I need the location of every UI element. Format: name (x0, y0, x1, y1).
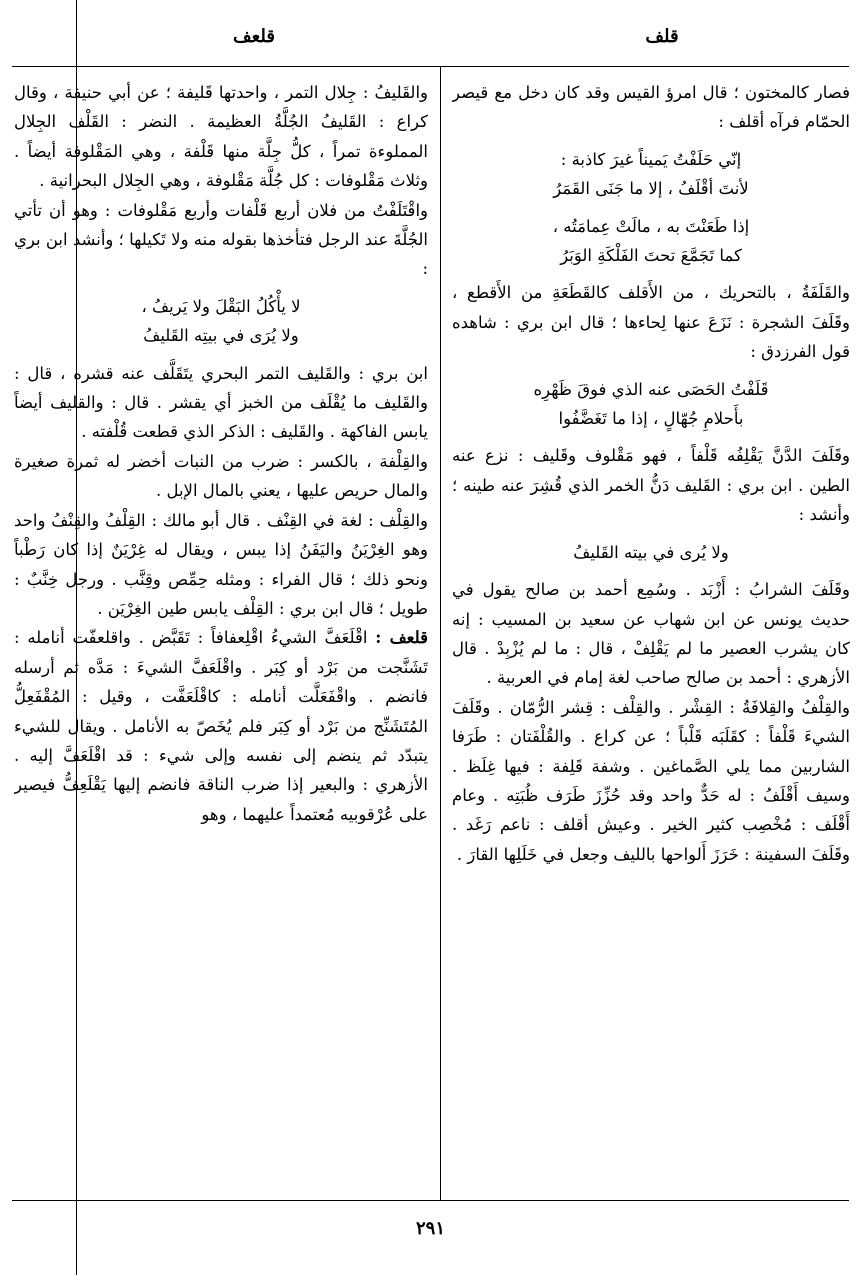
verse-line: ولا يُرَى في بيتِه القَليفُ (143, 326, 299, 346)
bottom-rule (12, 1200, 849, 1201)
entry-text: اقْلَعَفَّ الشيءُ اقْلِعفافاً : تَقَبَّض . واقلعفّت أنامله : تَشَنَّجت من بَرْد أو كِبَر . واقْلَعَفَّ الشيءَ : مَدَّه ثم أرسله فانضم . واقْفَعَلَّت أنامله : كاقْلَعَفَّت ، وقيل : المُقْفَعِلُّ المُتَشَنِّج من بَرْد أو كِبَر فلم يُخَصّ به الأنامل . ويقال للشيء يتبدّد ثم ينضم إلى نفسه وإلى شيء : قد اقْلَعَفَّ إليه . الأزهري : والبعير إذا ضرب الناقة فانضم إليها يَقْلَعِفُّ فيصير على عُرْقوبيه مُعتمداً عليهما ، وهو (14, 628, 428, 824)
verse-line: ولا يُرى في بيته القَليفُ (573, 542, 729, 562)
header-title-right: قلف (645, 26, 679, 47)
verse-ibn-barri (14, 292, 428, 351)
entry-headword: قلعف : (375, 628, 428, 648)
left-paragraph-4: والقِلْفة ، بالكسر : ضرب من النبات أخضر له ثمرة صغيرة والمال حريص عليها ، يعني بالمال الإبل . (14, 451, 428, 501)
verse-line: إنّي حَلَفْتُ يَميناً غيرَ كاذبة : (560, 149, 742, 169)
right-paragraph-1: فصار كالمختون ؛ قال امرؤ القيس وقد كان دخل مع قيصر الحمّام فرآه أقلف : (452, 83, 850, 132)
column-divider (440, 66, 441, 1200)
header-title-left: قلعف (233, 26, 275, 47)
verse-farazdaq (452, 375, 850, 434)
verse-line: لا يأْكُلُ البَقْلَ ولا يَريفُ ، (141, 296, 301, 316)
verse-line: لأنتَ أقْلَفُ ، إلا ما جَنَى القَمَرُ (553, 179, 749, 199)
right-paragraph-3: وقَلَفَ الدَّنَّ يَقْلِفُه قَلْفاً ، فهو مَقْلوف وقَليف : نزع عنه الطين . ابن بري : القَليف دَنُّ الخمر الذي قُشِرَ عنه طينه ؛ وأنشد : (452, 446, 850, 525)
left-paragraph-2: واقْتَلَفْتُ من فلان أربع قَلْفات وأربع مَقْلوفات : وهو أن تأتي الجُلَّةَ عند الرجل فتأخذها بقوله منه ولا تَكيلها ؛ وأنشد ابن بري : (14, 200, 428, 279)
verse-imru-alqays-2 (452, 212, 850, 271)
verse-line: كما تَجَمَّعَ تحتَ الفَلْكَةِ الوَبَرُ (560, 246, 742, 266)
left-paragraph-5: والقِلْف : لغة في القِنْف . قال أبو مالك : القِلْفُ والقِنْفُ واحد وهو الغِرْيَنُ واليَفَنُ إذا يبس ، ويقال له غِرْيَنٌ إذا كان رَطْباً ونحو ذلك ؛ قال الفراء : ومثله حِمِّص وقِنَّب . ورجل خِنَّبٌ : طويل ؛ قال ابن بري : القِلْف يابس طين الغِرْيَن . (14, 510, 428, 618)
right-paragraph-2: والقَلَفَةُ ، بالتحريك ، من الأَقلف كالقَطَعَةِ من الأَقطع ، وقَلَفَ الشجرة : نَزَعَ عنها لِحاءها ؛ قال ابن بري : شاهده قول الفرزدق : (452, 283, 850, 362)
right-paragraph-4: وقَلَفَ الشرابُ : أَزْبَد . وسُمِع أحمد بن صالح يقول في حديث يونس عن ابن شهاب عن سعيد بن المسيب : إنه كان يشرب العصير ما لم يَقْلِفْ ، قال : ما لم يُزْبِدْ . قال الأزهري : أحمد بن صالح صاحب لغة إمام في العربية . (452, 580, 850, 688)
verse-imru-alqays-1 (452, 145, 850, 204)
top-rule (12, 66, 849, 67)
verse-line: قَلَفْتُ الحَصَى عنه الذي فوقَ ظَهْرِه (533, 379, 769, 399)
verse-single (452, 538, 850, 567)
right-paragraph-5: والقِلْفُ والقِلافَةُ : القِشْر . والقِلْف : قِشر الرُّمّان . وقَلَفَ الشيءَ قَلْفاً : كقَلَبَه قَلْباً ؛ عن كراع . والقُلْفَتان : طَرَفا الشاربين مما يلي الصَّماغين . وشفة قَلِفة : فيها غِلَظ . وسيف أَقْلَفُ : له حَدٌّ واحد وقد حُزِّزَ طَرَف ظُبَتِه . وعام أَقْلَف : مُخْصِب كثير الخير . وعيش أقلف : ناعم رَغَد . وقَلَفَ السفينة : خَرَزَ أَلواحها بالليف وجعل في خَلَلِها القارَ . (452, 697, 850, 864)
verse-line: بأَحلامِ جُهّالٍ ، إذا ما تَغَضَّفُوا (558, 409, 744, 429)
left-paragraph-1: والقَليفُ : جِلال التمر ، واحدتها قَليفة ؛ عن أبي حنيفة ، وقال كراع : القَليفُ الجُلَّةُ العظيمة . النضر : القَلْف الجِلال المملوءة تمراً ، كلُّ جِلَّة منها قَلْفة ، وهي المَقْلوفة أيضاً . وثلاث مَقْلوفات : كل جُلَّة مَقْلوفة ، وهي الجِلال البحرانية . (14, 83, 428, 191)
verse-line: إذا طَعَنْتَ به ، مالَتْ عِمامَتُه ، (552, 216, 750, 236)
right-column (452, 78, 850, 1194)
entry-qalaf (14, 623, 428, 829)
left-paragraph-3: ابن بري : والقَليف التمر البحري يتَقَلَّف عنه قشره ، قال : والقَليف ما يُقْلَف من الخبز أي يقشر . قال : والقليف أيضاً يابس الفاكهة . والقَليف : الذكر الذي قطعت قُلْفته . (14, 363, 428, 442)
page-number: ٢٩١ (415, 1218, 445, 1239)
left-column (14, 78, 428, 1194)
